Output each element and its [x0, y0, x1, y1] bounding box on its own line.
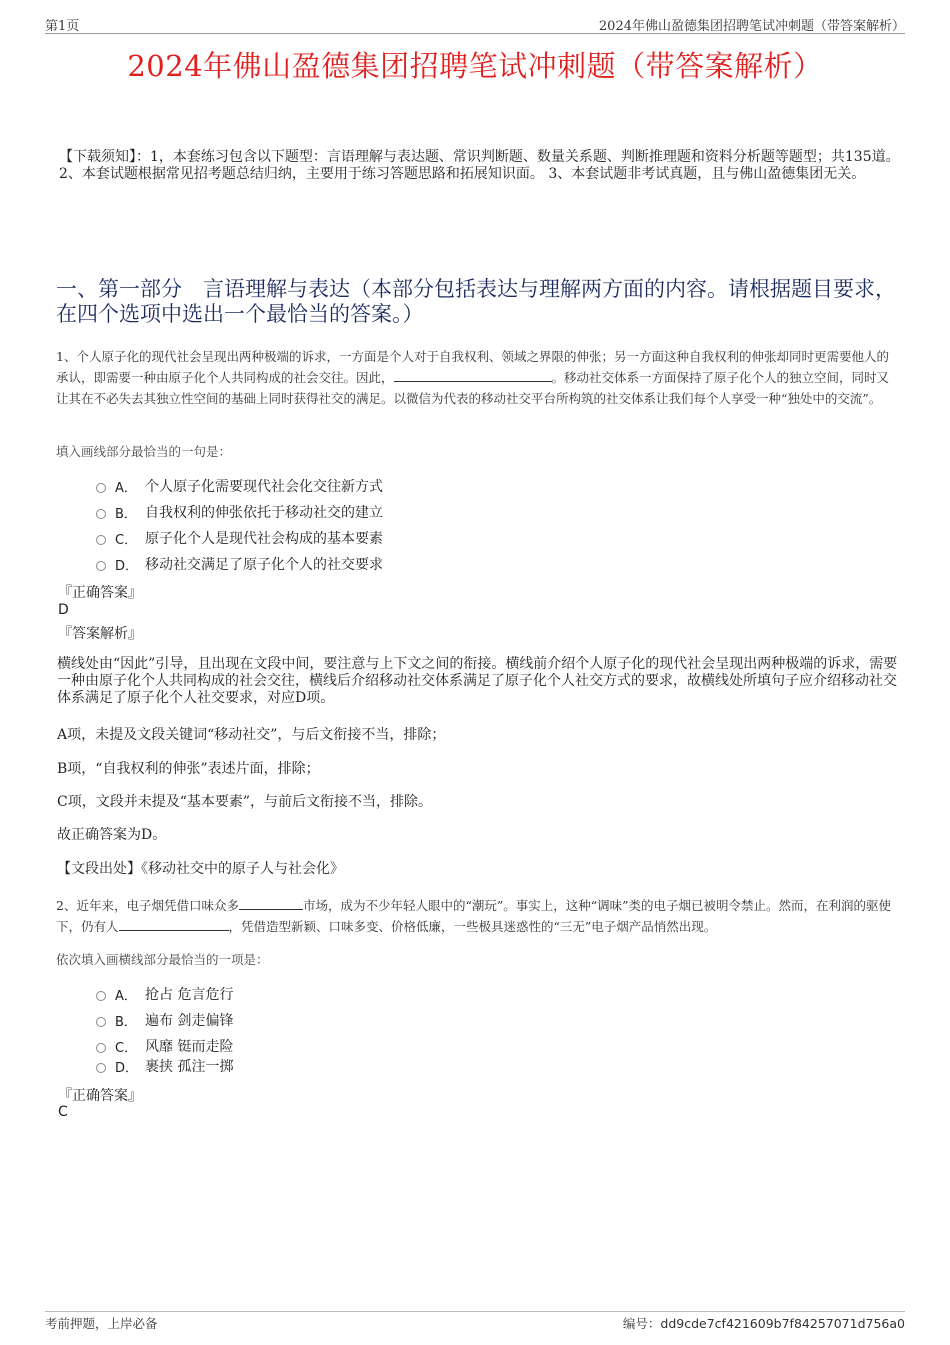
option-letter: B．: [115, 506, 137, 522]
question-2-answer-label: 『正确答案』: [58, 1088, 142, 1104]
header-divider: [45, 33, 905, 34]
question-1-option-a[interactable]: [96, 476, 383, 496]
question-1-analysis-c: C项，文段并未提及“基本要素”，与前后文衔接不当，排除。: [57, 794, 433, 810]
question-1-source: 【文段出处】《移动社交中的原子人与社会化》: [57, 861, 344, 877]
radio-icon[interactable]: [96, 1043, 106, 1053]
footer-code: [623, 1314, 905, 1332]
option-letter: D．: [115, 1060, 139, 1076]
option-text: 移动社交满足了原子化个人的社交要求: [145, 557, 383, 573]
section-heading: 一、第一部分 言语理解与表达（本部分包括表达与理解两方面的内容。请根据题目要求，在四个选项中选出一个最恰当的答案。）: [56, 277, 896, 326]
question-2-text-part-b: 市场，成为不少年轻人眼中的“潮玩”。事实上，这种“调味”类的电子烟已被明令禁止。然而，在利润的驱使下，仍有人: [56, 898, 892, 934]
option-text: 抢占 危言危行: [145, 987, 234, 1003]
question-2-text-part-c: ，凭借造型新颖、口味多变、价格低廉，一些极具迷惑性的“三无”电子烟产品悄然出现。: [228, 919, 717, 934]
option-letter: C．: [115, 1040, 138, 1056]
question-1-analysis-a: A项，未提及文段关键词“移动社交”，与后文衔接不当，排除；: [57, 727, 446, 743]
option-text: 裹挟 孤注一掷: [145, 1059, 234, 1075]
question-1-option-b[interactable]: [96, 502, 383, 522]
option-letter: A．: [115, 480, 137, 496]
question-1-text: [56, 346, 896, 409]
radio-icon[interactable]: [96, 561, 106, 571]
footer-code-label: 编号：: [622, 1316, 661, 1331]
radio-icon[interactable]: [96, 991, 106, 1001]
question-1-analysis-conclusion: 故正确答案为D。: [57, 827, 167, 843]
radio-icon[interactable]: [96, 483, 106, 493]
question-1-text-part-a: 1、个人原子化的现代社会呈现出两种极端的诉求，一方面是个人对于自我权利、领域之界限的伸张；另一方面这种自我权利的伸张却同时更需要他人的承认，即需要一种由原子化个人共同构成的社会交往。因此，: [56, 349, 889, 385]
question-1-option-c[interactable]: [96, 528, 383, 548]
question-2-option-b[interactable]: [96, 1010, 233, 1030]
page-title: 2024年佛山盈德集团招聘笔试冲刺题（带答案解析）: [127, 49, 823, 83]
question-1-blank: [394, 368, 552, 382]
option-text: 原子化个人是现代社会构成的基本要素: [145, 531, 383, 547]
question-2-option-a[interactable]: [96, 984, 233, 1004]
download-notice: 【下载须知】：1，本套练习包含以下题型：言语理解与表达题、常识判断题、数量关系题、判断推理题和资料分析题等题型；共135道。 2、本套试题根据常见招考题总结归纳，主要用于练习答题思路和拓展知识面。 3、本套试题非考试真题，且与佛山盈德集团无关。: [59, 149, 900, 182]
header-doc-title: 2024年佛山盈德集团招聘笔试冲刺题（带答案解析）: [598, 19, 905, 34]
option-text: 个人原子化需要现代社会化交往新方式: [145, 479, 383, 495]
question-1-analysis-label: 『答案解析』: [58, 626, 142, 642]
question-1-prompt: 填入画线部分最恰当的一句是：: [56, 444, 232, 459]
question-1-analysis-main: 横线处由“因此”引导，且出现在文段中间，要注意与上下文之间的衔接。横线前介绍个人原子化的现代社会呈现出两种极端的诉求，需要一种由原子化个人共同构成的社会交往，横线后介绍移动社交体系满足了原子化个人社交方式的要求，故横线处所填句子应介绍移动社交体系满足了原子化个人社交要求，对应D项。: [57, 656, 898, 706]
question-2-blank-1: [239, 896, 303, 910]
option-text: 遍布 剑走偏锋: [145, 1013, 234, 1029]
radio-icon[interactable]: [96, 1017, 106, 1027]
radio-icon[interactable]: [96, 1063, 106, 1073]
question-1-analysis-b: B项，“自我权利的伸张”表述片面，排除；: [57, 761, 320, 777]
question-2-text-part-a: 2、近年来，电子烟凭借口味众多: [56, 898, 239, 913]
footer-code-value: dd9cde7cf421609b7f84257071d756a0: [660, 1316, 905, 1331]
question-2-answer: C: [58, 1104, 68, 1120]
radio-icon[interactable]: [96, 535, 106, 545]
question-1-answer: D: [58, 602, 69, 618]
question-1-text-part-b: 。移动社交体系一方面保持了原子化个人的独立空间，同时又让其在不必失去其独立性空间的基础上同时获得社交的满足。以微信为代表的移动社交平台所构筑的社交体系让我们每个人享受一种“独处中的交流”。: [56, 370, 890, 406]
radio-icon[interactable]: [96, 509, 106, 519]
question-1-option-d[interactable]: [96, 554, 383, 574]
option-letter: B．: [115, 1014, 137, 1030]
footer-slogan: 考前押题，上岸必备: [45, 1316, 158, 1331]
question-2-blank-2: [119, 917, 229, 931]
question-2-option-d[interactable]: [96, 1056, 233, 1076]
option-text: 风靡 铤而走险: [145, 1039, 234, 1055]
option-text: 自我权利的伸张依托于移动社交的建立: [145, 505, 383, 521]
option-letter: C．: [115, 532, 138, 548]
question-2-prompt: 依次填入画横线部分最恰当的一项是：: [56, 952, 269, 967]
page-number: 第1页: [45, 19, 80, 34]
option-letter: A．: [115, 988, 137, 1004]
footer-divider: [45, 1311, 905, 1312]
question-1-answer-label: 『正确答案』: [58, 585, 142, 601]
question-2-text: [56, 895, 896, 937]
question-2-option-c[interactable]: [96, 1036, 233, 1056]
option-letter: D．: [115, 558, 139, 574]
